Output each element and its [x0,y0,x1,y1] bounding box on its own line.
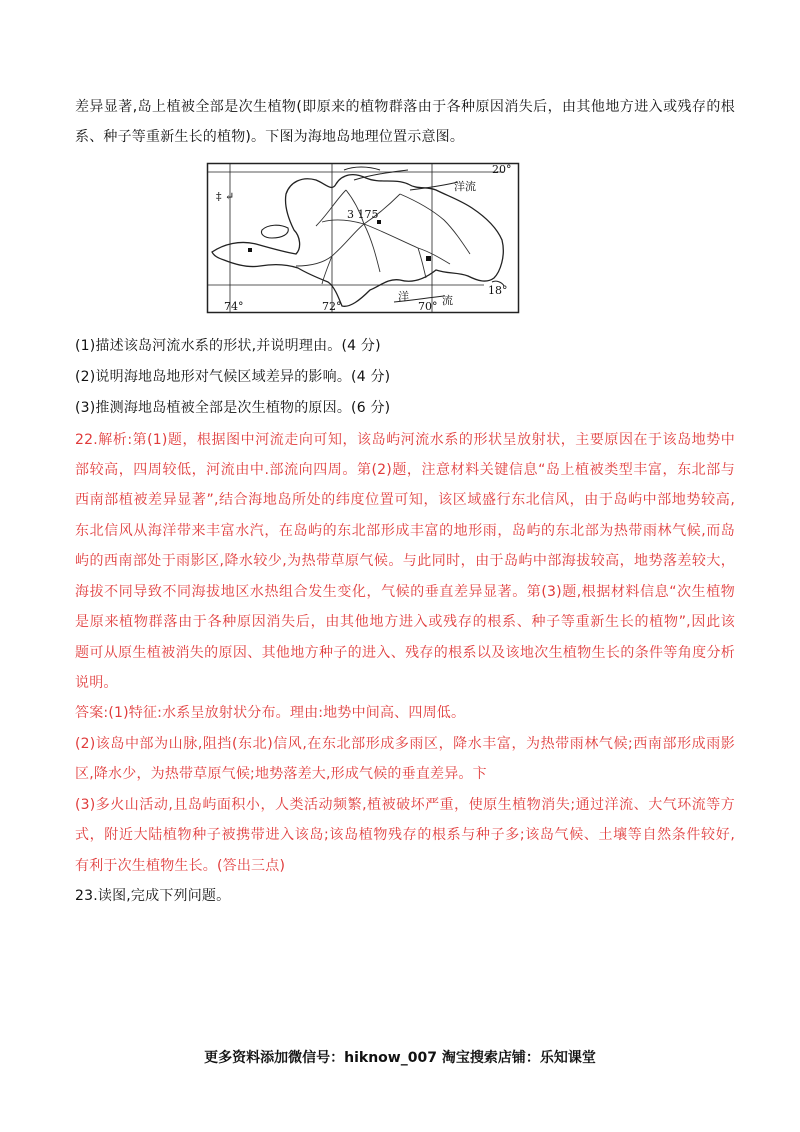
answer-line-1: 答案:(1)特征:水系呈放射状分布。理由:地势中间高、四周低。 [75,705,466,721]
longitude-72-label: 72° [322,300,342,313]
answer-line-4: (3)多火山活动,且岛屿面积小，人类活动频繁,植被破坏严重，使原生植物消失;通过洋流、大气环流等方 [75,797,735,813]
analysis-line-6: 海拔不同导致不同海拔地区水热组合发生变化，气候的垂直差异显著。第(3)题,根据材料信息“次生植物 [75,584,735,600]
question-23-heading: 23.读图,完成下列问题。 [75,888,231,904]
analysis-line-2: 部较高，四周较低，河流由中.部流向四周。第(2)题，注意材料关键信息“岛上植被类型丰富，东北部与 [75,462,735,478]
analysis-line-3: 西南部植被差异显著”,结合海地岛所处的纬度位置可知，该区域盛行东北信风，由于岛屿中部地势较高, [75,492,735,508]
answer-line-3: 区,降水少，为热带草原气候;地势落差大,形成气候的垂直差异。卞 [75,766,487,782]
haiti-location-map [204,160,522,316]
answer-line-2: (2)该岛中部为山脉,阻挡(东北)信风,在东北部形成多雨区，降水丰富，为热带雨林气候;西南部形成雨影 [75,736,735,752]
footer-promo-text: 更多资料添加微信号：hiknow_007 淘宝搜索店铺：乐知课堂 [204,1050,596,1066]
intro-line-1: 差异显著,岛上植被全部是次生植物(即原来的植物群落由于各种原因消失后，由其他地方进入或残存的根 [75,99,735,115]
analysis-line-8: 题可从原生植被消失的原因、其他地方种子的进入、残存的根系以及该地次生植物生长的条件等角度分析 [75,645,735,661]
longitude-70-label: 70° [418,300,438,313]
latitude-18-label: 18° [488,284,508,297]
analysis-line-4: 东北信风从海洋带来丰富水汽，在岛屿的东北部形成丰富的地形雨，岛屿的东北部为热带雨林气候,而岛 [75,523,735,539]
map-figure [204,160,522,316]
peak-label: 3 175 [347,208,379,221]
capital-marker [426,256,431,261]
answer-line-5: 式，附近大陆植物种子被携带进入该岛;该岛植物残存的根系与种子多;该岛气候、土壤等自然条件较好, [75,827,735,843]
map-corner-mark: ‡ ↵ [216,190,235,203]
question-2: (2)说明海地岛地形对气候区域差异的影响。(4 分) [75,369,391,385]
answer-line-6: 有利于次生植物生长。(答出三点) [75,858,286,874]
ocean-current-label-bottom-1: 洋 [398,290,409,303]
analysis-line-1: 22.解析:第(1)题，根据图中河流走向可知，该岛屿河流水系的形状呈放射状，主要原因在于该岛地势中 [75,432,735,448]
ocean-current-label-top: 洋流 [454,180,476,193]
question-1: (1)描述该岛河流水系的形状,并说明理由。(4 分) [75,338,381,354]
city-marker [248,248,252,252]
intro-line-2: 系、种子等重新生长的植物)。下图为海地岛地理位置示意图。 [75,129,465,145]
ocean-current-label-bottom-2: 流 [442,294,453,307]
analysis-line-7: 是原来植物群落由于各种原因消失后，由其他地方进入或残存的根系、种子等重新生长的植物”,因此该 [75,614,735,630]
analysis-line-9: 说明。 [75,675,118,691]
latitude-20-label: 20° [492,163,512,176]
longitude-74-label: 74° [224,300,244,313]
question-3: (3)推测海地岛植被全部是次生植物的原因。(6 分) [75,400,391,416]
analysis-line-5: 屿的西南部处于雨影区,降水较少,为热带草原气候。与此同时，由于岛屿中部海拔较高，地势落差较大， [75,553,735,569]
